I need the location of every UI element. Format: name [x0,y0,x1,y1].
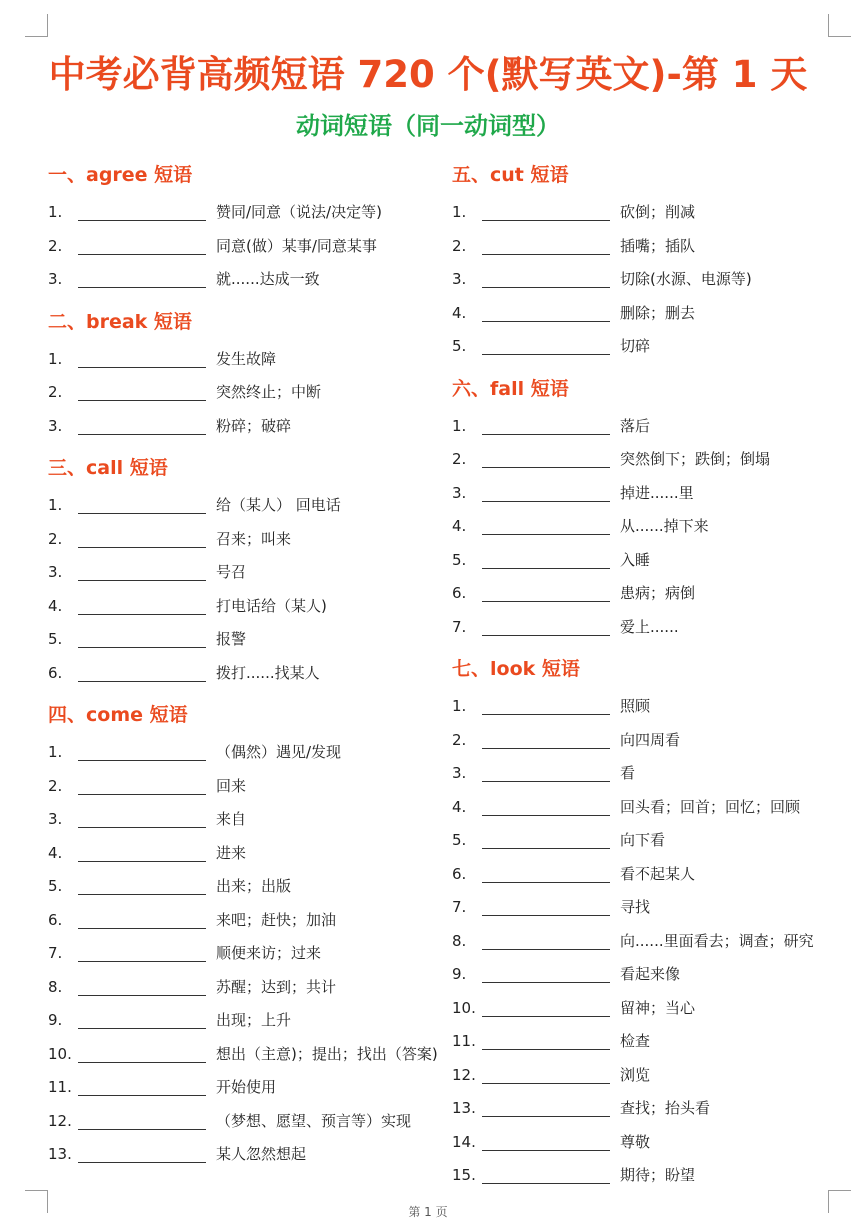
item-number: 4. [48,596,63,615]
chinese-meaning: 浏览 [620,1065,651,1084]
answer-blank[interactable] [78,811,206,828]
item-number: 9. [48,1011,63,1029]
item-number: 2. [48,776,63,795]
chinese-meaning: 患病；病倒 [620,584,696,602]
chinese-meaning: 检查 [620,1032,651,1050]
section-heading: 五、cut 短语 [452,164,569,186]
chinese-meaning: 同意(做）某事/同意某事 [216,236,377,255]
item-number: 3. [452,483,467,502]
chinese-meaning: 拨打......找某人 [216,663,320,682]
chinese-meaning: 向下看 [620,831,666,849]
chinese-meaning: 看起来像 [620,965,681,983]
item-number: 2. [452,450,467,468]
answer-blank[interactable] [78,631,206,648]
phrase-row [452,544,842,578]
chinese-meaning: 回头看；回首；回忆；回顾 [620,797,801,816]
phrase-row [452,1092,842,1126]
item-number: 7. [452,898,467,916]
phrase-row [452,1159,842,1193]
page-title: 中考必背高频短语 720 个(默写英文)-第 1 天 [48,53,808,96]
chinese-meaning: 顺便来访；过来 [216,944,322,962]
phrase-row [452,297,842,331]
section-heading: 六、fall 短语 [452,377,569,400]
phrase-row [48,971,438,1005]
phrase-row [452,410,842,444]
chinese-meaning: 尊敬 [620,1132,651,1151]
item-number: 13. [452,1099,476,1117]
chinese-meaning: 掉进......里 [620,483,694,502]
answer-blank[interactable] [482,732,610,749]
item-number: 3. [452,270,467,288]
chinese-meaning: 照顾 [620,697,651,715]
item-number: 8. [48,977,63,996]
section-heading: 七、look 短语 [452,658,580,680]
answer-blank[interactable] [482,1067,610,1084]
chinese-meaning: 来自 [216,810,247,828]
answer-blank[interactable] [482,832,610,849]
answer-blank[interactable] [482,799,610,816]
phrase-row [48,263,438,297]
item-number: 2. [48,529,63,548]
item-number: 6. [452,864,467,883]
answer-blank[interactable] [78,1146,206,1163]
chinese-meaning: 落后 [620,416,651,435]
chinese-meaning: 向四周看 [620,730,681,749]
answer-blank[interactable] [78,271,206,288]
chinese-meaning: 号召 [216,563,247,581]
phrase-row [48,803,438,837]
chinese-meaning: 某人忽然想起 [216,1145,307,1163]
crop-mark-top-right [828,14,851,37]
item-number: 3. [452,764,467,782]
item-number: 1. [452,416,467,435]
chinese-meaning: 从......掉下来 [620,517,709,535]
phrase-row [48,937,438,971]
phrase-row [48,590,438,624]
item-number: 5. [452,550,467,569]
crop-mark-top-left [25,14,48,37]
phrase-row [452,690,842,724]
item-number: 13. [48,1145,72,1163]
chinese-meaning: 进来 [216,843,247,862]
phrase-row [452,330,842,364]
answer-blank[interactable] [482,866,610,883]
answer-blank[interactable] [78,204,206,221]
chinese-meaning: 删除；删去 [620,303,696,322]
item-number: 11. [48,1078,72,1096]
chinese-meaning: （偶然）遇见/发现 [216,743,342,761]
page-subtitle: 动词短语（同一动词型） [296,112,560,140]
answer-blank[interactable] [482,619,610,636]
phrase-row [452,958,842,992]
answer-blank[interactable] [78,1012,206,1029]
answer-blank[interactable] [78,418,206,435]
phrase-row [452,196,842,230]
phrase-section [48,154,438,297]
phrase-row [48,196,438,230]
item-number: 12. [48,1111,72,1130]
item-number: 5. [452,831,467,849]
phrase-row [48,623,438,657]
phrase-row [48,343,438,377]
phrase-row [452,992,842,1026]
phrase-section [48,447,438,690]
item-number: 5. [48,877,63,895]
item-number: 7. [452,617,467,636]
item-number: 2. [48,383,63,401]
phrase-row [452,263,842,297]
answer-blank[interactable] [78,778,206,795]
answer-blank[interactable] [482,485,610,502]
chinese-meaning: 突然倒下；跌倒；倒塌 [620,450,771,468]
phrase-row [452,824,842,858]
item-number: 4. [452,517,467,535]
phrase-row [48,904,438,938]
phrase-row [48,523,438,557]
phrase-section [48,301,438,444]
item-number: 10. [452,998,476,1017]
item-number: 14. [452,1132,476,1151]
item-number: 7. [48,944,63,962]
chinese-meaning: 粉碎；破碎 [216,416,292,435]
answer-blank[interactable] [78,531,206,548]
answer-blank[interactable] [78,564,206,581]
phrase-row [452,925,842,959]
chinese-meaning: 报警 [216,630,247,648]
chinese-meaning: 召来；叫来 [216,529,292,548]
phrase-row [48,1004,438,1038]
answer-blank[interactable] [482,1134,610,1151]
answer-blank[interactable] [482,238,610,255]
chinese-meaning: 打电话给（某人) [216,596,327,615]
phrase-row [452,791,842,825]
answer-blank[interactable] [482,966,610,983]
chinese-meaning: 给（某人） 回电话 [216,496,341,514]
answer-blank[interactable] [482,204,610,221]
phrase-row [452,510,842,544]
chinese-meaning: 发生故障 [216,349,277,368]
answer-blank[interactable] [78,665,206,682]
answer-blank[interactable] [482,271,610,288]
phrase-row [48,657,438,691]
chinese-meaning: 看 [620,764,636,782]
answer-blank[interactable] [482,899,610,916]
phrase-row [48,1105,438,1139]
item-number: 6. [48,663,63,682]
phrase-row [452,891,842,925]
answer-blank[interactable] [482,451,610,468]
item-number: 1. [48,203,63,221]
answer-blank[interactable] [78,1079,206,1096]
chinese-meaning: 切除(水源、电源等) [620,270,752,288]
phrase-row [452,858,842,892]
answer-blank[interactable] [482,305,610,322]
answer-blank[interactable] [78,351,206,368]
answer-blank[interactable] [482,1100,610,1117]
phrase-row [48,770,438,804]
chinese-meaning: 想出（主意)；提出；找出（答案) [216,1044,438,1063]
chinese-meaning: 向......里面看去；调查；研究 [620,931,814,950]
phrase-row [452,577,842,611]
section-heading: 二、break 短语 [48,310,192,333]
chinese-meaning: 砍倒；削减 [620,203,696,221]
answer-blank[interactable] [78,878,206,895]
right-column [452,150,842,1193]
chinese-meaning: 出现；上升 [216,1011,292,1029]
item-number: 4. [452,797,467,816]
chinese-meaning: 爱上...... [620,617,679,636]
phrase-section [452,368,842,645]
phrase-row [452,477,842,511]
answer-blank[interactable] [482,1033,610,1050]
left-column [48,150,438,1172]
phrase-row [48,1071,438,1105]
chinese-meaning: 看不起某人 [620,864,696,883]
item-number: 2. [48,236,63,255]
answer-blank[interactable] [78,945,206,962]
phrase-section [452,154,842,364]
phrase-section [48,694,438,1172]
answer-blank[interactable] [482,518,610,535]
item-number: 9. [452,965,467,983]
answer-blank[interactable] [78,845,206,862]
answer-blank[interactable] [482,698,610,715]
answer-blank[interactable] [482,552,610,569]
chinese-meaning: 寻找 [620,898,651,916]
chinese-meaning: 回来 [216,776,247,795]
phrase-row [452,230,842,264]
phrase-row [48,410,438,444]
phrase-row [452,757,842,791]
item-number: 5. [48,630,63,648]
item-number: 2. [452,730,467,749]
answer-blank[interactable] [482,765,610,782]
item-number: 4. [48,843,63,862]
chinese-meaning: 赞同/同意（说法/决定等) [216,203,382,221]
chinese-meaning: 期待；盼望 [620,1166,696,1184]
answer-blank[interactable] [78,744,206,761]
item-number: 2. [452,236,467,255]
answer-blank[interactable] [482,933,610,950]
chinese-meaning: 开始使用 [216,1078,277,1096]
phrase-row [48,376,438,410]
chinese-meaning: 就......达成一致 [216,270,320,288]
phrase-row [48,1138,438,1172]
phrase-row [48,489,438,523]
phrase-row [48,230,438,264]
phrase-row [452,443,842,477]
item-number: 6. [48,910,63,929]
phrase-row [48,837,438,871]
chinese-meaning: 插嘴；插队 [620,236,696,255]
answer-blank[interactable] [78,1113,206,1130]
item-number: 8. [452,931,467,950]
chinese-meaning: 留神；当心 [620,998,696,1017]
item-number: 10. [48,1044,72,1063]
chinese-meaning: 出来；出版 [216,877,292,895]
answer-blank[interactable] [482,418,610,435]
answer-blank[interactable] [78,912,206,929]
item-number: 1. [452,203,467,221]
chinese-meaning: 查找；抬头看 [620,1099,711,1117]
phrase-row [48,736,438,770]
answer-blank[interactable] [482,338,610,355]
item-number: 5. [452,337,467,355]
phrase-row [48,556,438,590]
answer-blank[interactable] [482,1167,610,1184]
section-heading: 一、agree 短语 [48,164,193,186]
phrase-row [452,611,842,645]
chinese-meaning: （梦想、愿望、预言等）实现 [216,1111,412,1130]
answer-blank[interactable] [482,585,610,602]
phrase-section [452,648,842,1193]
answer-blank[interactable] [78,384,206,401]
item-number: 3. [48,563,63,581]
chinese-meaning: 切碎 [620,337,651,355]
chinese-meaning: 突然终止；中断 [216,383,322,401]
chinese-meaning: 来吧；赶快；加油 [216,910,337,929]
answer-blank[interactable] [78,979,206,996]
item-number: 1. [48,743,63,761]
phrase-row [452,1025,842,1059]
answer-blank[interactable] [78,497,206,514]
phrase-row [452,1059,842,1093]
item-number: 12. [452,1065,476,1084]
item-number: 1. [48,349,63,368]
item-number: 3. [48,416,63,435]
item-number: 11. [452,1032,476,1050]
answer-blank[interactable] [482,1000,610,1017]
phrase-row [452,1126,842,1160]
item-number: 4. [452,303,467,322]
section-heading: 三、call 短语 [48,457,168,479]
item-number: 3. [48,270,63,288]
chinese-meaning: 苏醒；达到；共计 [216,977,337,996]
section-heading: 四、come 短语 [48,704,188,726]
answer-blank[interactable] [78,1046,206,1063]
page-footer: 第 1 页 [408,1205,448,1219]
item-number: 6. [452,584,467,602]
item-number: 1. [452,697,467,715]
answer-blank[interactable] [78,598,206,615]
phrase-row [452,724,842,758]
phrase-row [48,870,438,904]
answer-blank[interactable] [78,238,206,255]
item-number: 15. [452,1166,476,1184]
item-number: 1. [48,496,63,514]
phrase-row [48,1038,438,1072]
chinese-meaning: 入睡 [620,550,651,569]
item-number: 3. [48,810,63,828]
